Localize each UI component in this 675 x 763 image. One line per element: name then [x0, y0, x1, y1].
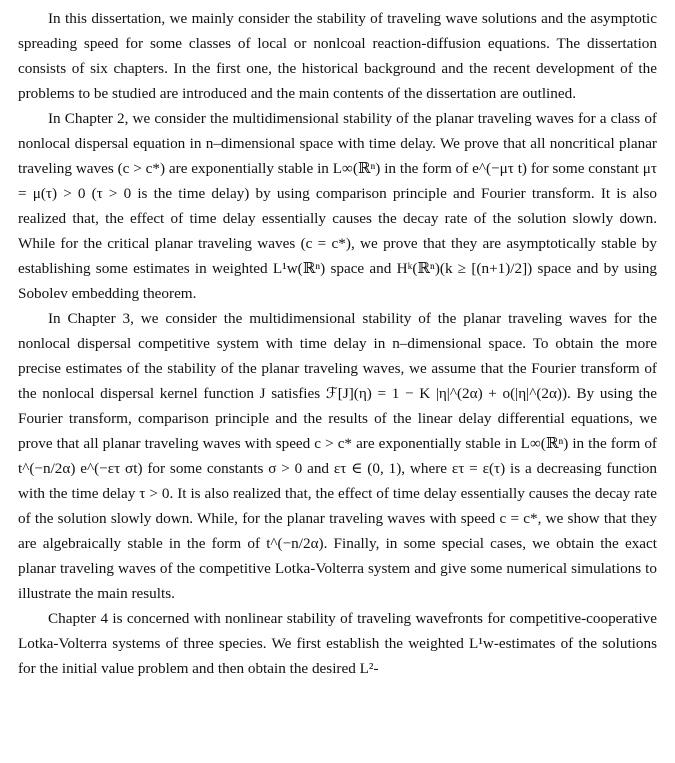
paragraph-chapter-4: [18, 606, 657, 681]
paragraph-overview: [18, 6, 657, 106]
paragraph-chapter-4-text: Chapter 4 is concerned with nonlinear stability of traveling wavefronts for competitive-cooperative Lotka-Volterra systems of three species. We first establish the weighted L¹w-estimates of the solutions for the initial value problem and then obtain the desired L²-: [18, 610, 657, 677]
paragraph-chapter-2: [18, 106, 657, 306]
paragraph-chapter-3-text: In Chapter 3, we consider the multidimensional stability of the planar traveling waves for the nonlocal dispersal competitive system with time delay in n–dimensional space. To obtain the more precise estimates of the stability of the planar traveling waves, we assume that the Fourier transform of the nonlocal dispersal kernel function J satisfies ℱ[J](η) = 1 − K |η|^(2α) + o(|η|^(2α)). By using the Fourier transform, comparison principle and the results of the linear delay differential equations, we prove that all planar traveling waves with speed c > c* are exponentially stable in L∞(ℝⁿ) in the form of t^(−n/2α) e^(−ετ σt) for some constants σ > 0 and ετ ∈ (0, 1), where ετ = ε(τ) is a decreasing function with the time delay τ > 0. It is also realized that, the effect of time delay essentially causes the decay rate of the solution slowly down. While, for the planar traveling waves with speed c = c*, we show that they are algebraically stable in the form of t^(−n/2α). Finally, in some special cases, we obtain the exact planar traveling waves of the competitive Lotka-Volterra system and give some numerical simulations to illustrate the main results.: [18, 310, 657, 602]
paragraph-overview-text: In this dissertation, we mainly consider the stability of traveling wave solutions and the asymptotic spreading speed for some classes of local or nonlcoal reaction-diffusion equations. The dissertation consists of six chapters. In the first one, the historical background and the recent development of the problems to be studied are introduced and the main contents of the dissertation are outlined.: [18, 10, 657, 102]
paragraph-chapter-3: [18, 306, 657, 606]
paragraph-chapter-2-text: In Chapter 2, we consider the multidimensional stability of the planar traveling waves for a class of nonlocal dispersal equation in n–dimensional space with time delay. We prove that all noncritical planar traveling waves (c > c*) are exponentially stable in L∞(ℝⁿ) in the form of e^(−μτ t) for some constant μτ = μ(τ) > 0 (τ > 0 is the time delay) by using comparison principle and Fourier transform. It is also realized that, the effect of time delay essentially causes the decay rate of the solution slowly down. While for the critical planar traveling waves (c = c*), we prove that they are asymptotically stable by establishing some estimates in weighted L¹w(ℝⁿ) space and Hᵏ(ℝⁿ)(k ≥ [(n+1)/2]) space and by using Sobolev embedding theorem.: [18, 110, 657, 302]
